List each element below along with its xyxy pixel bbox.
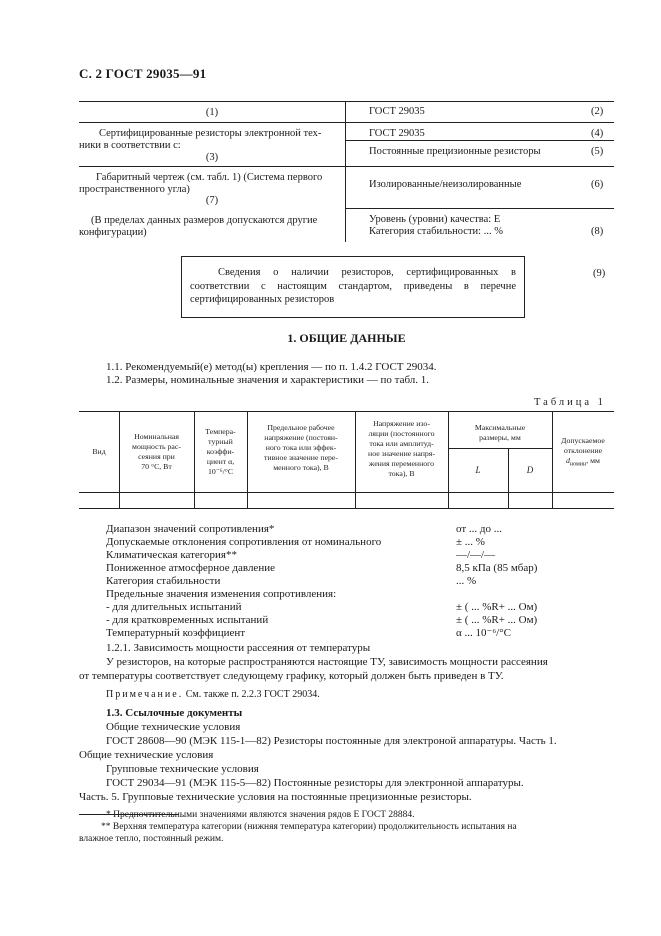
footnote-2: ** Верхняя температура категории (нижняя температура категории) продолжительность испытания на	[101, 822, 517, 832]
form-left-field-3-num: (3)	[205, 152, 219, 163]
section-1-3-general: Общие технические условия	[106, 721, 241, 733]
form-rule	[79, 122, 345, 123]
th-insulation-line: тока или амплитуд-	[369, 439, 434, 448]
form-left-field-8-line: конфигурации)	[79, 227, 147, 238]
table-subheader-rule	[448, 448, 552, 449]
form-left-field-1: (1)	[205, 107, 219, 118]
form-left-field-7-line: Габаритный чертеж (см. табл. 1) (Система первого	[96, 172, 323, 183]
form-left-field-7-line: пространственного угла)	[79, 184, 190, 195]
th-vid: Вид	[92, 447, 106, 456]
paragraph-1-1: 1.1. Рекомендуемый(е) метод(ы) крепления — по п. 1.4.2 ГОСТ 29034.	[106, 361, 437, 373]
table-caption: Таблица 1	[534, 397, 606, 408]
th-max-dimensions	[448, 423, 552, 443]
form-right-num: (4)	[591, 128, 604, 139]
th-power-line: сеяния при	[138, 452, 175, 461]
note-text: См. также п. 2.2.3 ГОСТ 29034.	[183, 689, 320, 700]
form-block	[79, 101, 614, 243]
table-1	[79, 411, 614, 509]
param-value: ± ( ... %R+ ... Ом)	[456, 601, 538, 613]
table-col-rule	[508, 448, 509, 509]
footnote-2-cont: влажное тепло, постоянный режим.	[79, 834, 224, 844]
th-length: L	[475, 465, 481, 475]
th-voltage-line: тивное значение пере-	[264, 453, 338, 462]
th-voltage-line: менного тока), В	[273, 463, 329, 472]
th-dev-line: отклонение	[563, 446, 603, 455]
param-value: ± ... %	[456, 536, 485, 548]
paragraph-1-2-1-title: 1.2.1. Зависимость мощности рассеяния от температуры	[106, 642, 371, 654]
th-temp-line: 10⁻⁶/°C	[207, 467, 234, 476]
param-value: от ... до ...	[456, 523, 503, 535]
param-label: Категория стабильности	[106, 575, 221, 587]
form-right-quality: Уровень (уровни) качества: Е	[369, 214, 501, 225]
paragraph-1-2-1-line: У резисторов, на которые распространяются настоящие ТУ, зависимость мощности рассеяния	[106, 656, 548, 668]
paragraph-1-2-1-line: от температуры соответствует следующему графику, который должен быть приведен в ТУ.	[79, 670, 504, 682]
th-dev-symbol: d	[565, 456, 570, 465]
note-label: Примечание.	[106, 689, 184, 700]
th-voltage-line: напряжение (постоян-	[264, 433, 338, 442]
param-value: ± ( ... %R+ ... Ом)	[456, 614, 538, 626]
table-border-top	[79, 411, 614, 412]
form-left-field-3-line: ники в соответствии с:	[79, 140, 181, 151]
section-1-3-gost28608-cont: Общие технические условия	[79, 749, 214, 761]
th-insulation-line: ное значение напря-	[368, 449, 435, 458]
page-header: С. 2 ГОСТ 29035—91	[79, 66, 207, 81]
form-left-field-7-num: (7)	[205, 195, 219, 206]
th-maxdim-line: размеры, мм	[479, 433, 521, 442]
th-diameter: D	[526, 465, 534, 475]
section-1-3-gost29034: ГОСТ 29034—91 (МЭК 115-5—82) Постоянные резисторы для электронной аппаратуры.	[106, 777, 524, 789]
certified-list-text: Сведения о наличии резисторов, сертифицированных в соответствии с настоящим стандартом, приведены в перечне сертифицированных резисторов	[190, 267, 516, 305]
param-label: Климатическая категория**	[106, 549, 237, 561]
param-label: - для длительных испытаний	[106, 601, 242, 613]
param-label: Пониженное атмосферное давление	[106, 562, 275, 574]
th-temp-line: циент α,	[206, 457, 235, 466]
param-label: Предельные значения изменения сопротивления:	[106, 588, 337, 600]
boxed-note-num: (9)	[593, 268, 606, 279]
form-right-num: (6)	[591, 179, 604, 190]
param-value: —/—/—	[456, 549, 496, 561]
th-power-line: Номинальная	[134, 432, 179, 441]
form-right-gost: ГОСТ 29035	[369, 128, 425, 139]
th-dev-line: Допускаемое	[561, 436, 605, 445]
section-1-3-gost29034-cont: Часть. 5. Групповые технические условия на постоянные прецизионные резисторы.	[79, 791, 472, 803]
th-voltage-line: Предельное рабочее	[267, 423, 335, 432]
form-right-type: Постоянные прецизионные резисторы	[369, 146, 541, 157]
th-power-line: 70 °C, Вт	[141, 462, 172, 471]
th-dev-line	[552, 456, 614, 470]
th-maxdim-line: Максимальные	[474, 423, 526, 432]
section-title: 1. ОБЩИЕ ДАННЫЕ	[287, 331, 406, 345]
th-insulation-line: Напряжение изо-	[373, 419, 430, 428]
param-label: - для кратковременных испытаний	[106, 614, 269, 626]
form-right-num: (8)	[591, 226, 604, 237]
th-temp-line: Темпера-	[205, 427, 236, 436]
certified-list-box	[181, 256, 525, 318]
th-temp-coeff	[194, 427, 247, 477]
th-insulation-line: жения переменного	[368, 459, 435, 468]
footnote-1: * Предпочтительными значениями являются значения рядов Е ГОСТ 28884.	[106, 810, 415, 820]
th-dev-unit: , мм	[586, 456, 600, 465]
form-rule	[79, 166, 345, 167]
paragraph-1-2: 1.2. Размеры, номинальные значения и характеристики — по табл. 1.	[106, 374, 430, 386]
param-value: 8,5 кПа (85 мбар)	[456, 562, 538, 574]
param-label: Диапазон значений сопротивления*	[106, 523, 275, 535]
section-1-3-title: 1.3. Ссылочные документы	[106, 707, 243, 719]
th-temp-line: турный	[208, 437, 233, 446]
th-power	[119, 432, 194, 472]
form-right-num: (5)	[591, 146, 604, 157]
th-power-line: мощность рас-	[132, 442, 181, 451]
param-value: α ... 10⁻⁶/°C	[456, 627, 511, 639]
form-left-field-3-line: Сертифицированные резисторы электронной тех-	[99, 128, 322, 139]
form-rule	[345, 208, 614, 209]
th-voltage	[247, 423, 355, 473]
form-right-num: (2)	[591, 106, 604, 117]
form-right-stability: Категория стабильности: ... %	[369, 226, 503, 237]
section-1-3-gost28608: ГОСТ 28608—90 (МЭК 115-1—82) Резисторы постоянные для электроной аппаратуры. Часть 1.	[106, 735, 557, 747]
param-label: Допускаемые отклонения сопротивления от номинального	[106, 536, 382, 548]
th-voltage-line: ного тока или эффек-	[265, 443, 337, 452]
form-rule	[345, 122, 614, 123]
form-divider	[345, 102, 346, 242]
param-label: Температурный коэффициент	[106, 627, 246, 639]
section-1-3-group: Групповые технические условия	[106, 763, 259, 775]
form-rule	[345, 166, 614, 167]
th-insulation-line: тока), В	[388, 469, 415, 478]
table-header-rule	[79, 492, 614, 493]
param-value: ... %	[456, 575, 477, 587]
table-border-bottom	[79, 508, 614, 509]
th-temp-line: коэффи-	[206, 447, 235, 456]
th-insulation-line: ляции (постоянного	[368, 429, 435, 438]
th-deviation	[552, 436, 614, 470]
form-right-gost: ГОСТ 29035	[369, 106, 425, 117]
form-right-insulation: Изолированные/неизолированные	[369, 179, 522, 190]
th-dev-subscript: номин	[569, 461, 587, 468]
note	[106, 688, 320, 702]
form-left-field-8-line: (В пределах данных размеров допускаются другие	[91, 215, 318, 226]
th-insulation	[355, 419, 448, 479]
